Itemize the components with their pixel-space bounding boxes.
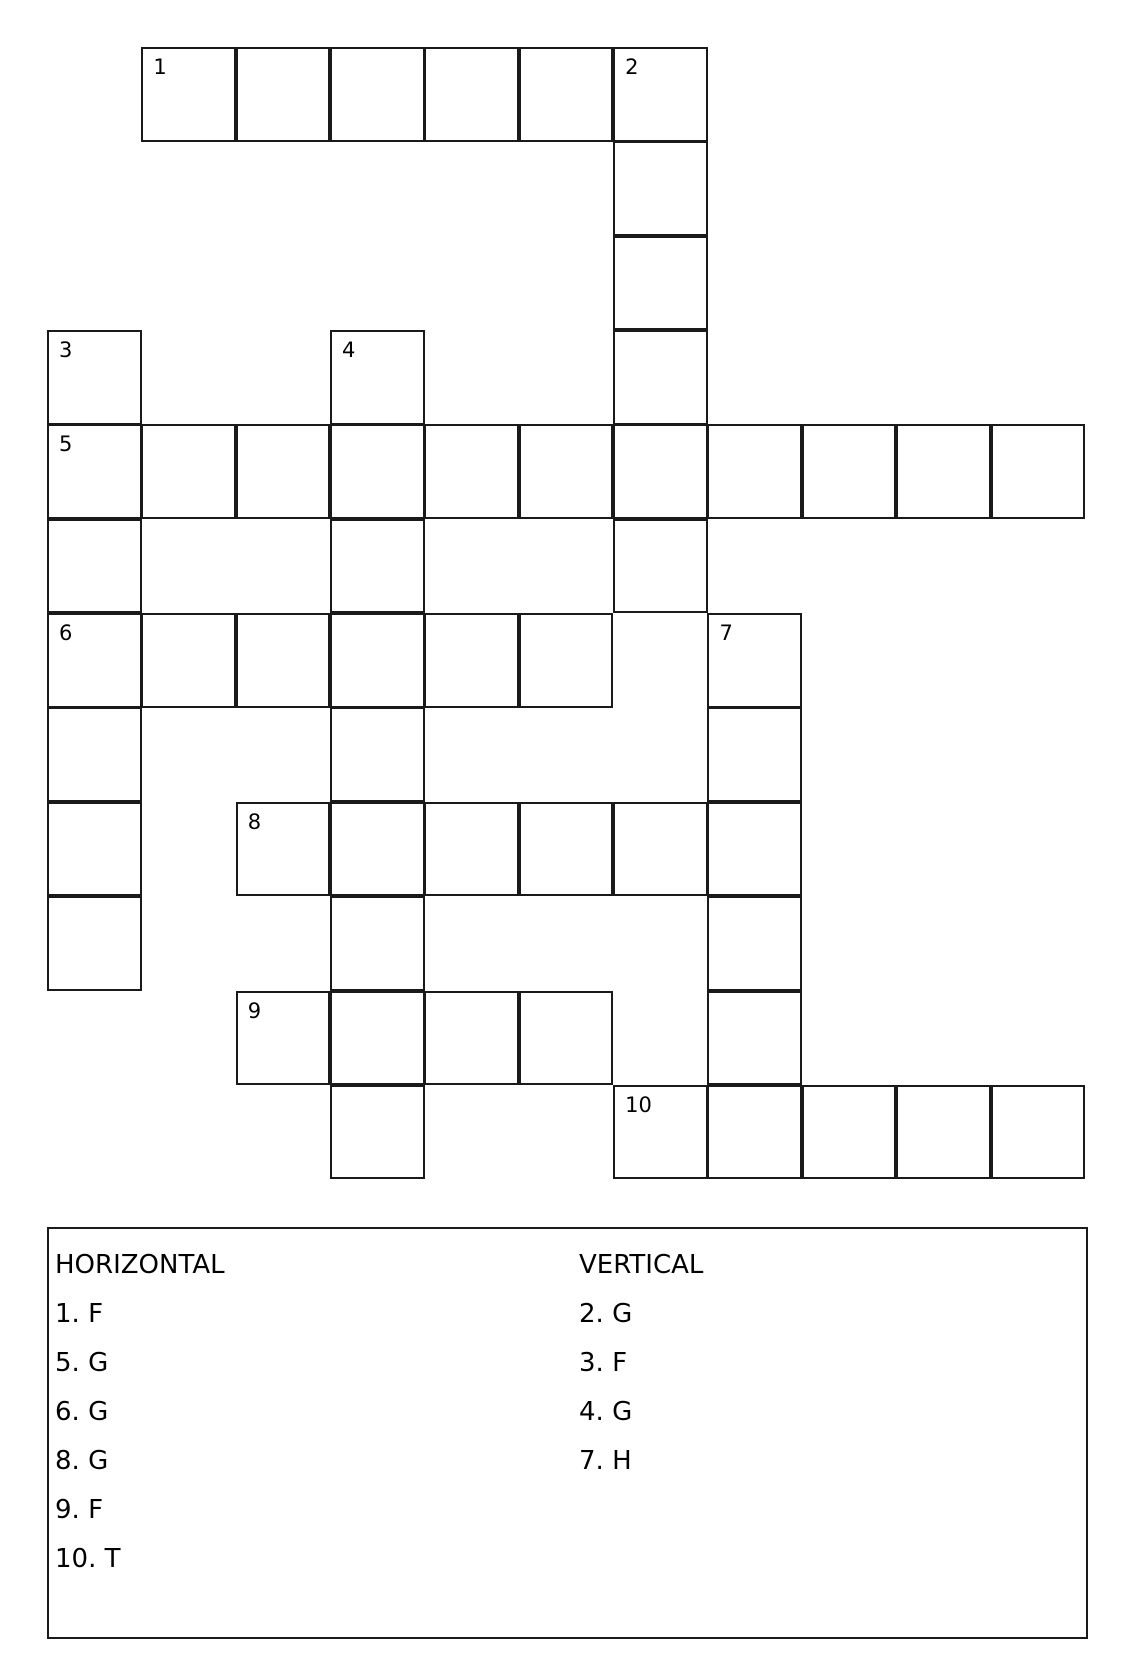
crossword-cell[interactable] [141,47,236,142]
crossword-cell[interactable] [707,1085,802,1180]
crossword-cell[interactable] [330,802,425,897]
crossword-cell[interactable] [236,424,331,519]
clue-number: 2 [625,55,639,79]
crossword-cell[interactable] [47,330,142,425]
crossword-cell[interactable] [424,802,519,897]
crossword-cell[interactable] [47,802,142,897]
crossword-cell[interactable] [991,1085,1086,1180]
crossword-cell[interactable] [613,1085,708,1180]
crossword-cell[interactable] [613,424,708,519]
crossword-cell[interactable] [236,802,331,897]
crossword-cell[interactable] [802,424,897,519]
crossword-cell[interactable] [236,613,331,708]
crossword-cell[interactable] [330,1085,425,1180]
crossword-cell[interactable] [613,236,708,331]
crossword-cell[interactable] [991,424,1086,519]
crossword-cell[interactable] [330,896,425,991]
crossword-cell[interactable] [47,613,142,708]
crossword-cell[interactable] [519,47,614,142]
vertical-clue: 7. H [579,1446,632,1476]
crossword-cell[interactable] [47,519,142,614]
horizontal-clue: 6. G [55,1397,109,1427]
clue-number: 3 [59,338,73,363]
vertical-clues [579,1241,703,1486]
crossword-cell[interactable] [613,47,708,142]
horizontal-clues [55,1241,225,1584]
horizontal-clue: 9. F [55,1495,104,1525]
crossword-cell[interactable] [896,424,991,519]
horizontal-clue: 8. G [55,1446,109,1476]
clue-number: 8 [247,809,262,834]
clue-number: 10 [625,1092,652,1117]
crossword-cell[interactable] [896,1085,991,1180]
crossword-cell[interactable] [47,707,142,802]
crossword-cell[interactable] [707,613,802,708]
crossword-cell[interactable] [613,330,708,425]
clue-number: 6 [59,621,73,646]
crossword-cell[interactable] [707,802,802,897]
crossword-cell[interactable] [330,424,425,519]
crossword-cell[interactable] [141,424,236,519]
clue-number: 5 [59,432,73,457]
crossword-cell[interactable] [236,47,331,142]
crossword-cell[interactable] [330,991,425,1086]
crossword-cell[interactable] [424,991,519,1086]
crossword-cell[interactable] [707,991,802,1086]
crossword-cell[interactable] [707,896,802,991]
clue-number: 9 [247,998,262,1023]
crossword-cell[interactable] [47,896,142,991]
crossword-cell[interactable] [330,330,425,425]
crossword-cell[interactable] [519,424,614,519]
crossword-cell[interactable] [424,424,519,519]
crossword-cell[interactable] [330,613,425,708]
clues-box [47,1227,1088,1639]
vertical-clue: 2. G [579,1299,633,1329]
crossword-cell[interactable] [707,424,802,519]
crossword-cell[interactable] [802,1085,897,1180]
crossword-cell[interactable] [613,141,708,236]
crossword-cell[interactable] [236,991,331,1086]
crossword-cell[interactable] [707,707,802,802]
vertical-clue: 4. G [579,1397,633,1427]
horizontal-clue: 10. T [55,1544,121,1574]
crossword-cell[interactable] [424,47,519,142]
clue-number: 7 [719,621,733,646]
crossword-cell[interactable] [330,519,425,614]
vertical-heading: VERTICAL [579,1250,704,1280]
crossword-cell[interactable] [519,802,614,897]
crossword-cell[interactable] [330,47,425,142]
horizontal-heading: HORIZONTAL [55,1250,225,1280]
crossword-cell[interactable] [424,613,519,708]
crossword-cell[interactable] [613,519,708,614]
crossword-cell[interactable] [47,424,142,519]
crossword-cell[interactable] [141,613,236,708]
clue-number: 1 [153,55,167,79]
crossword-cell[interactable] [519,613,614,708]
crossword-cell[interactable] [519,991,614,1086]
crossword-cell[interactable] [330,707,425,802]
horizontal-clue: 5. G [55,1348,109,1378]
horizontal-clue: 1. F [55,1299,104,1329]
crossword-cell[interactable] [613,802,708,897]
vertical-clue: 3. F [579,1348,628,1378]
clue-number: 4 [342,338,356,363]
